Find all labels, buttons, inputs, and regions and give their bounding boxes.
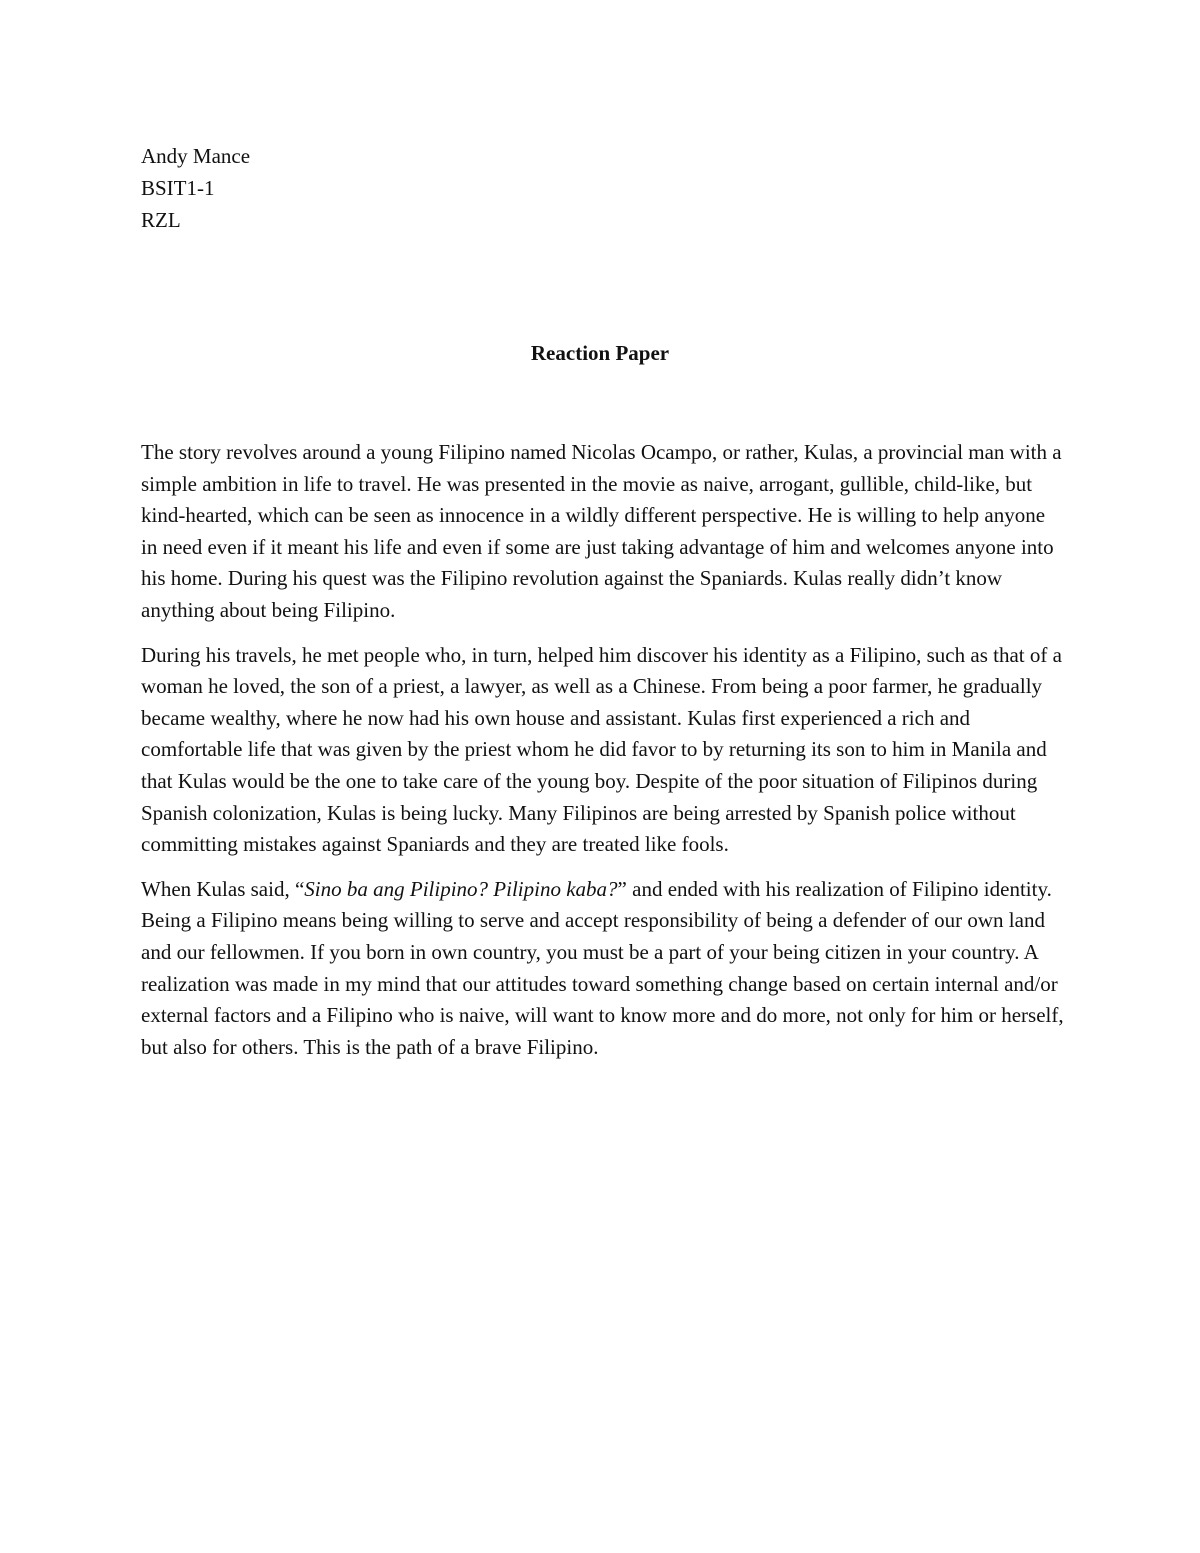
paragraph-3 [141,874,1066,1064]
paragraph-3-intro: When Kulas said, “ [141,876,305,901]
paragraph-2: During his travels, he met people who, in turn, helped him discover his identity as a Filipino, such as that of a woman he loved, the son of a priest, a lawyer, as well as a Chinese. From being a poor farmer, he gradually became wealthy, where he now had his own house and assistant. Kulas first experienced a rich and comfortable life that was given by the priest whom he did favor to by returning its son to him in Manila and that Kulas would be the one to take care of the young boy. Despite of the poor situation of Filipinos during Spanish colonization, Kulas is being lucky. Many Filipinos are being arrested by Spanish police without committing mistakes against Spaniards and they are treated like fools. [141,642,1062,857]
document-body [141,437,1066,1076]
author-name: Andy Mance [141,144,251,168]
paragraph-1: The story revolves around a young Filipino named Nicolas Ocampo, or rather, Kulas, a provincial man with a simple ambition in life to travel. He was presented in the movie as naive, arrogant, gullible, child-like, but kind-hearted, which can be seen as innocence in a wildly different perspective. He is willing to help anyone in need even if it meant his life and even if some are just taking advantage of him and welcomes anyone into his home. During his quest was the Filipino revolution against the Spaniards. Kulas really didn’t know anything about being Filipino. [141,440,1062,622]
document-title: Reaction Paper [530,341,670,365]
course-code: RZL [141,208,181,232]
paragraph-3-quote: Sino ba ang Pilipino? Pilipino kaba? [304,876,618,901]
author-section: BSIT1-1 [141,176,215,200]
paragraph-3-rest: ” and ended with his realization of Filipino identity. Being a Filipino means being willing to serve and accept responsibility of being a defender of our own land and our fellowmen. If you born in own country, you must be a part of your being citizen in your country. A realization was made in my mind that our attitudes toward something change based on certain internal and/or external factors and a Filipino who is naive, will want to know more and do more, not only for him or herself, but also for others. This is the path of a brave Filipino. [141,876,1064,1059]
author-header [141,140,250,236]
